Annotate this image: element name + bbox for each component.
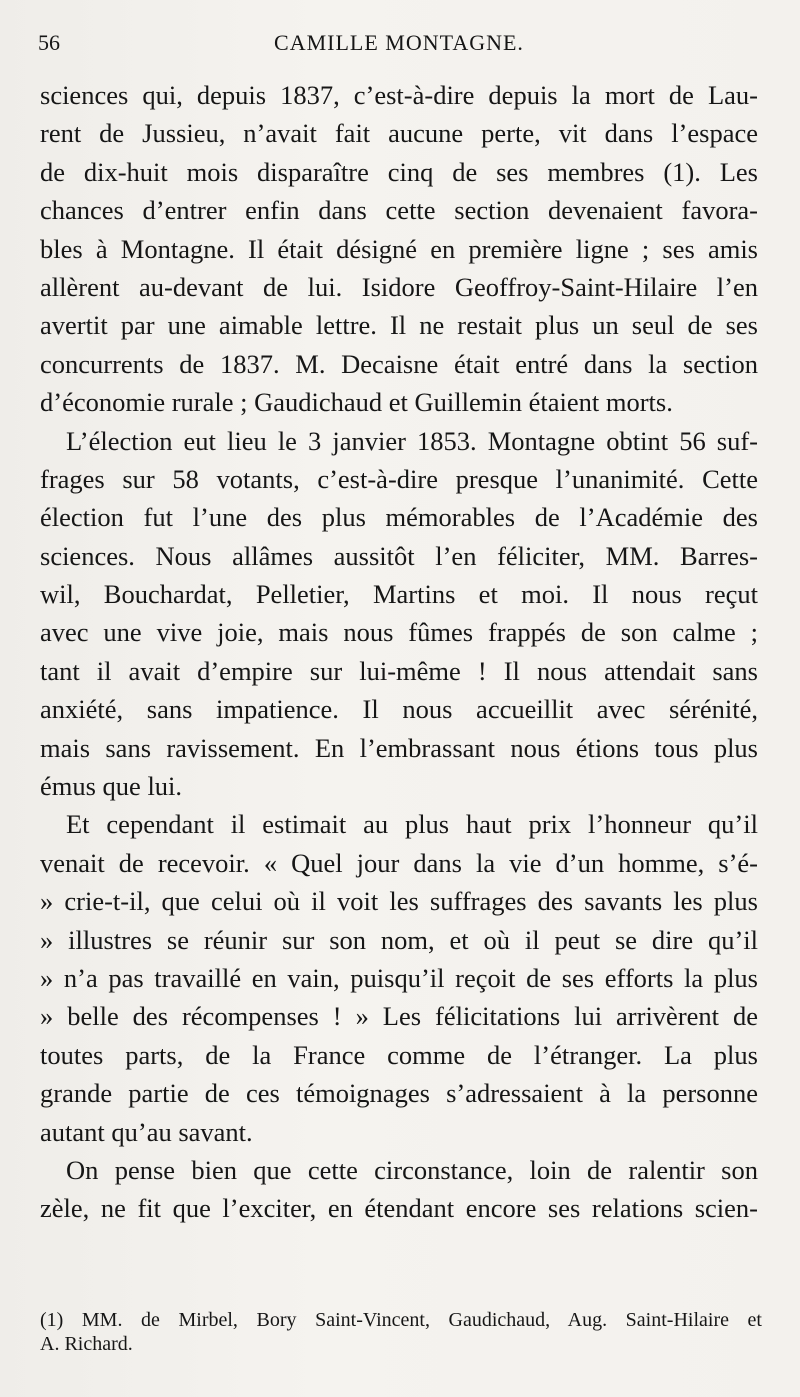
text-line: Et cependant il estimait au plus haut prix l’honneur qu’il <box>66 809 758 840</box>
text-line: d’économie rurale ; Gaudichaud et Guillemin étaient morts. <box>40 387 673 418</box>
page-number: 56 <box>38 30 60 55</box>
text-line: bles à Montagne. Il était désigné en première ligne ; ses amis <box>40 233 758 264</box>
text-line: » illustres se réunir sur son nom, et où il peut se dire qu’il <box>40 924 758 955</box>
text-line: autant qu’au savant. <box>40 1116 253 1147</box>
text-line: chances d’entrer enfin dans cette section devenaient favora- <box>40 195 758 226</box>
text-line: » crie-t-il, que celui où il voit les suffrages des savants les plus <box>40 886 758 917</box>
text-line: sciences qui, depuis 1837, c’est-à-dire depuis la mort de Lau- <box>40 80 758 110</box>
footnote <box>40 1308 762 1356</box>
text-line: L’élection eut lieu le 3 janvier 1853. Montagne obtint 56 suf- <box>66 425 758 456</box>
text-line: concurrents de 1837. M. Decaisne était entré dans la section <box>40 348 758 379</box>
footnote-line: (1) MM. de Mirbel, Bory Saint-Vincent, Gaudichaud, Aug. Saint-Hilaire et <box>40 1309 762 1331</box>
text-line: anxiété, sans impatience. Il nous accueillit avec sérénité, <box>40 694 758 725</box>
text-line: On pense bien que cette circonstance, loin de ralentir son <box>66 1154 758 1185</box>
text-line: toutes parts, de la France comme de l’étranger. La plus <box>40 1039 758 1070</box>
text-line: mais sans ravissement. En l’embrassant nous étions tous plus <box>40 732 758 763</box>
text-line: frages sur 58 votants, c’est-à-dire presque l’unanimité. Cette <box>40 463 758 494</box>
text-line: wil, Bouchardat, Pelletier, Martins et moi. Il nous reçut <box>40 579 758 610</box>
footnote-line: A. Richard. <box>40 1333 133 1355</box>
body-text <box>40 76 758 1228</box>
running-title: CAMILLE MONTAGNE. <box>274 30 524 55</box>
text-line: allèrent au-devant de lui. Isidore Geoffroy-Saint-Hilaire l’en <box>40 271 758 302</box>
text-line: élection fut l’une des plus mémorables de l’Académie des <box>40 502 758 533</box>
text-line: de dix-huit mois disparaître cinq de ses membres (1). Les <box>40 156 758 187</box>
text-line: rent de Jussieu, n’avait fait aucune perte, vit dans l’espace <box>40 118 758 149</box>
text-line: avec une vive joie, mais nous fûmes frappés de son calme ; <box>40 617 758 648</box>
text-line: émus que lui. <box>40 771 183 802</box>
text-line: sciences. Nous allâmes aussitôt l’en féliciter, MM. Barres- <box>40 540 758 571</box>
text-line: grande partie de ces témoignages s’adressaient à la personne <box>40 1078 758 1109</box>
text-line: avertit par une aimable lettre. Il ne restait plus un seul de ses <box>40 310 758 341</box>
text-line: tant il avait d’empire sur lui-même ! Il nous attendait sans <box>40 655 758 686</box>
text-line: » n’a pas travaillé en vain, puisqu’il reçoit de ses efforts la plus <box>40 962 758 993</box>
text-line: » belle des récompenses ! » Les félicitations lui arrivèrent de <box>40 1001 758 1032</box>
text-line: zèle, ne fit que l’exciter, en étendant encore ses relations scien- <box>40 1193 758 1224</box>
page-header <box>38 30 760 60</box>
text-line: venait de recevoir. « Quel jour dans la vie d’un homme, s’é- <box>40 847 758 878</box>
